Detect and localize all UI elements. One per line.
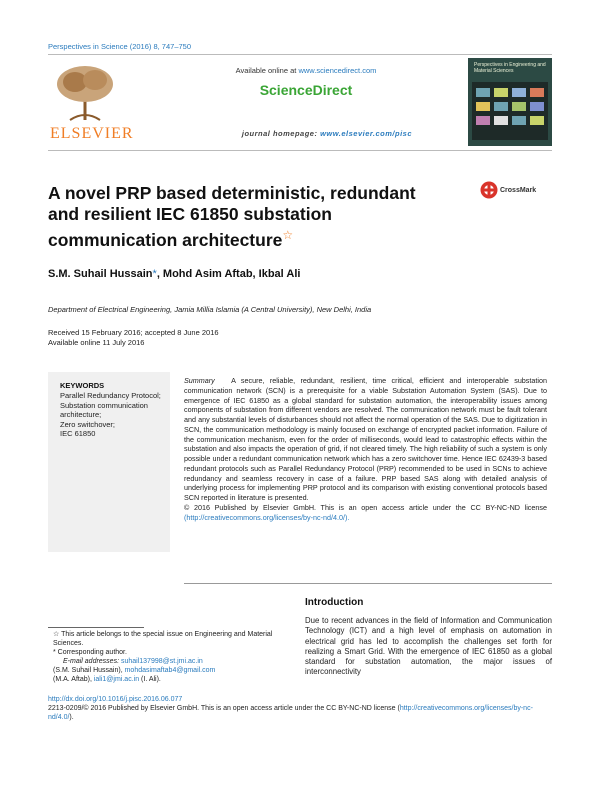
keyword-item: Zero switchover; — [60, 419, 116, 429]
footnote-emails — [53, 657, 293, 666]
elsevier-tree-logo-icon — [50, 62, 120, 124]
introduction-text: Due to recent advances in the field of Information and Communication Technology (ICT) and a high level of emphasis on automation in electrical grid has led to accomplish the challenges set forth for realizing a Smart Grid. With the emergence of IEC 61850 as a global standard for substation automation, the major issues of interconnectivity — [305, 616, 552, 677]
journal-cover-band — [472, 82, 548, 140]
footnote-email-line — [53, 666, 293, 675]
summary-rule — [184, 583, 552, 584]
sciencedirect-logo: ScienceDirect — [259, 82, 353, 98]
email-label: E-mail addresses: — [63, 658, 120, 666]
email-owner: (S.M. Suhail Hussain), — [53, 667, 123, 675]
email-owner: (I. Ali). — [141, 676, 161, 684]
sciencedirect-link[interactable]: www.sciencedirect.com — [298, 66, 377, 75]
journal-homepage — [200, 129, 412, 138]
journal-citation: Perspectives in Science (2016) 8, 747–750 — [48, 42, 192, 51]
article-title — [48, 183, 448, 251]
license-link[interactable]: (http://creativecommons.org/licenses/by-nc-nd/4.0/). — [184, 512, 350, 522]
introduction-heading: Introduction — [305, 597, 364, 608]
available-prefix: Available online at — [235, 66, 299, 75]
article-dates — [48, 328, 219, 348]
license-statement — [184, 503, 547, 523]
bottom-matter — [48, 695, 552, 722]
issn-text: 2213-0209/© 2016 Published by Elsevier GmbH. This is an open access article under the CC BY-NC-ND license ( — [48, 705, 400, 713]
affiliation: Department of Electrical Engineering, Jamia Millia Islamia (A Central University), New Delhi, India — [48, 305, 372, 314]
footnote-rule — [48, 627, 144, 628]
header-rule-top — [48, 54, 552, 55]
corresponding-author-mark[interactable]: * — [152, 268, 157, 280]
keyword-item: Substation communication architecture; — [60, 400, 148, 420]
email-link[interactable]: suhail137998@st.jmi.ac.in — [120, 658, 203, 666]
footnote-corresponding: * Corresponding author. — [53, 649, 127, 657]
summary-label: Summary — [184, 376, 215, 385]
email-link[interactable]: mohdasimaftab4@gmail.com — [124, 667, 216, 675]
keywords-heading: KEYWORDS — [60, 381, 105, 390]
license-line: © 2016 Published by Elsevier GmbH. This is an open access article under the CC BY-NC-ND license — [184, 502, 547, 512]
author-rest: , Mohd Asim Aftab, Ikbal Ali — [156, 268, 301, 280]
footnotes — [53, 630, 293, 685]
keyword-item: Parallel Redundancy Protocol; — [60, 391, 161, 400]
license-url-link[interactable]: http://creativecommons.org/licenses/by-nc-nd/4.0/ — [48, 705, 533, 722]
article-title-text: A novel PRP based deterministic, redundant and resilient IEC 61850 substation communication architecture — [48, 183, 416, 250]
journal-homepage-link[interactable]: www.elsevier.com/pisc — [320, 129, 412, 138]
journal-homepage-prefix: journal homepage: — [241, 129, 321, 138]
title-star-note[interactable]: ☆ — [282, 228, 294, 242]
footnote-email-line — [53, 675, 293, 684]
journal-cover-title: Perspectives in Engineering and Material Sciences — [474, 62, 546, 74]
doi-link[interactable]: http://dx.doi.org/10.1016/j.pisc.2016.06.077 — [48, 696, 183, 703]
footnote-star: ☆ This article belongs to the special issue on Engineering and Material Sciences. — [53, 631, 273, 648]
received-date: Received 15 February 2016; accepted 8 June 2016 — [48, 328, 219, 337]
elsevier-wordmark: ELSEVIER — [50, 125, 134, 142]
crossmark-icon[interactable] — [480, 181, 498, 199]
available-online — [200, 66, 412, 75]
abstract-summary — [184, 376, 547, 522]
header-rule-bottom — [48, 150, 552, 151]
issn-line — [48, 704, 552, 722]
issn-end: ). — [69, 714, 74, 722]
crossmark-label[interactable]: CrossMark — [500, 187, 537, 194]
author-first: S.M. Suhail Hussain — [48, 268, 153, 280]
keywords-list — [60, 391, 165, 439]
keyword-item: IEC 61850 — [60, 429, 96, 439]
email-owner: (M.A. Aftab), — [53, 676, 92, 684]
available-date: Available online 11 July 2016 — [48, 338, 145, 347]
summary-text: A secure, reliable, redundant, resilient, time critical, efficient and interoperable substation communication network (SCN) is a prerequisite for a viable Substation Automation System (SAS). Due to emergence of IEC 61850 as a global standard for substation automation, the interoperability issues among components of substation from different vendors are resolved. The communication network must be fault tolerant and any substantial levels of disturbances should not affect the normal operation of the SAS. Due to digitization in SCN, the communication methodology is mainly focused on exchange of encrypted packet information. Failure of the communication mechanism, even for the order of milliseconds, would lead to catastrophic effects within the substation and also impacts the operation of grid, if not cleared timely. The high reliability of such a system is only possible under a redundant communication network which has a zero switchover time. Hence IEC 62439-3 based redundant protocols such as Parallel Redundancy Protocol (PRP) recommended to be used in SCNs to achieve redundancy and seamless recovery in case of a failure. PRP based SAS along with detailed analysis of underlying process for implementing PRP protocol and its comparison with existing conventional protocols based SCN reported in literature is presented. — [184, 376, 547, 502]
email-link[interactable]: iali1@jmi.ac.in — [93, 676, 140, 684]
author-list — [48, 268, 300, 280]
